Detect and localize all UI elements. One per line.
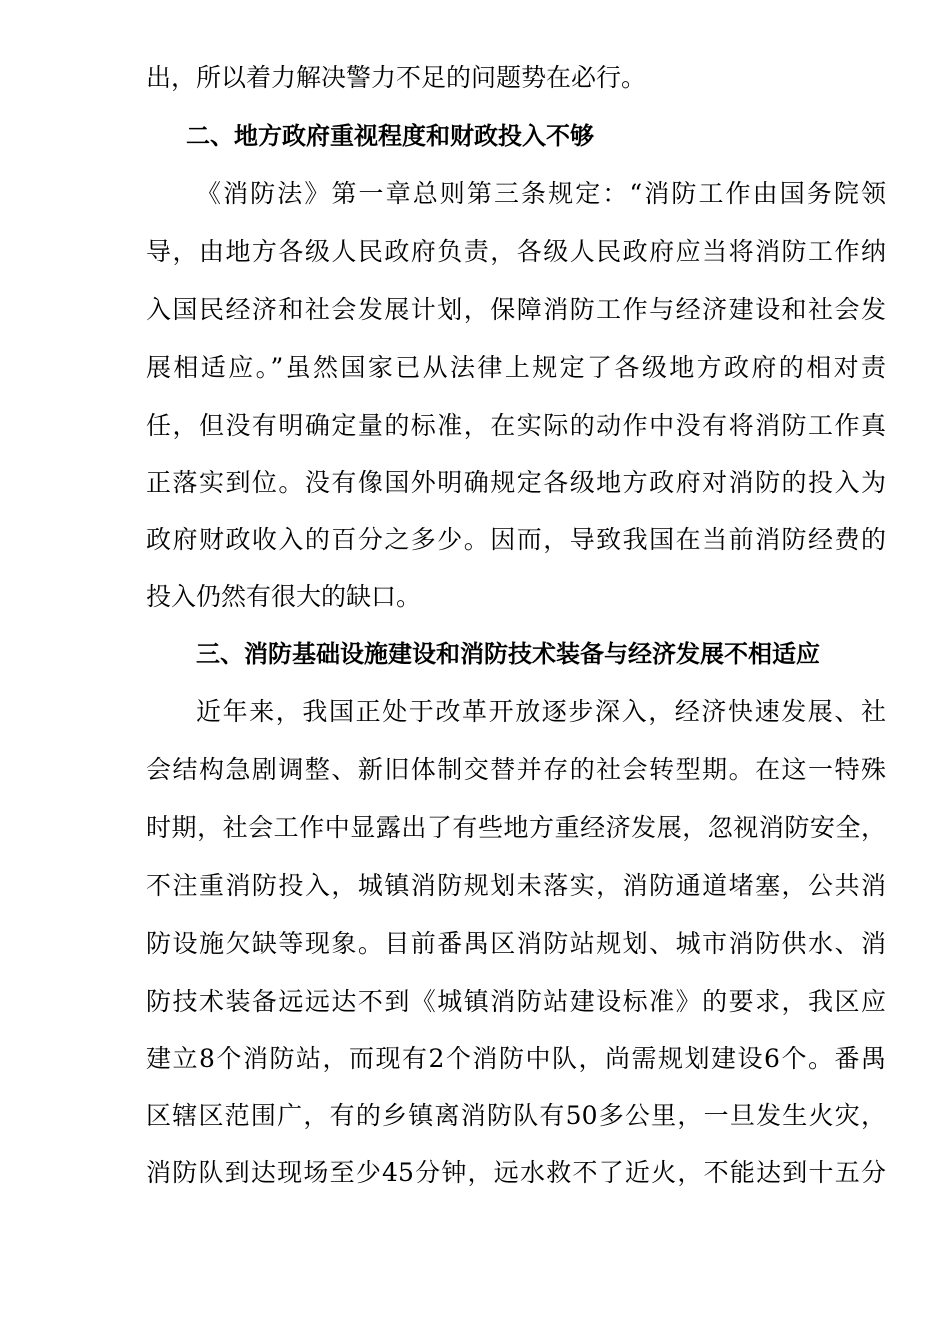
text-line: 建立8个消防站，而现有2个消防中队，尚需规划建设6个。番禺: [146, 1044, 886, 1073]
text-line: 入国民经济和社会发展计划，保障消防工作与经济建设和社会发: [146, 295, 886, 324]
text-line: 不注重消防投入，城镇消防规划未落实，消防通道堵塞，公共消: [146, 871, 886, 900]
text-line: 时期，社会工作中显露出了有些地方重经济发展，忽视消防安全，: [146, 813, 886, 842]
text-line: 正落实到位。没有像国外明确规定各级地方政府对消防的投入为: [146, 468, 886, 497]
text-line: 任，但没有明确定量的标准，在实际的动作中没有将消防工作真: [146, 411, 886, 440]
text-line: 导，由地方各级人民政府负责，各级人民政府应当将消防工作纳: [146, 237, 886, 266]
text-line: 会结构急剧调整、新旧体制交替并存的社会转型期。在这一特殊: [146, 755, 886, 784]
section-heading: 三、消防基础设施建设和消防技术装备与经济发展不相适应: [196, 640, 820, 668]
text-line: 防设施欠缺等现象。目前番禺区消防站规划、城市消防供水、消: [146, 929, 886, 958]
paragraph-first-line: 《消防法》第一章总则第三条规定：“消防工作由国务院领: [196, 179, 886, 208]
text-line: 区辖区范围广，有的乡镇离消防队有50多公里，一旦发生火灾，: [146, 1101, 886, 1130]
text-line: 政府财政收入的百分之多少。因而，导致我国在当前消防经费的: [146, 525, 886, 554]
text-line: 消防队到达现场至少45分钟，远水救不了近火，不能达到十五分: [146, 1158, 886, 1187]
paragraph-first-line: 近年来，我国正处于改革开放逐步深入，经济快速发展、社: [196, 697, 886, 726]
text-line: 出，所以着力解决警力不足的问题势在必行。: [146, 63, 647, 92]
text-line: 防技术装备远远达不到《城镇消防站建设标准》的要求，我区应: [146, 987, 886, 1016]
text-line: 展相适应。”虽然国家已从法律上规定了各级地方政府的相对责: [146, 353, 886, 382]
text-line: 投入仍然有很大的缺口。: [146, 582, 422, 611]
section-heading: 二、地方政府重视程度和财政投入不够: [186, 122, 594, 150]
